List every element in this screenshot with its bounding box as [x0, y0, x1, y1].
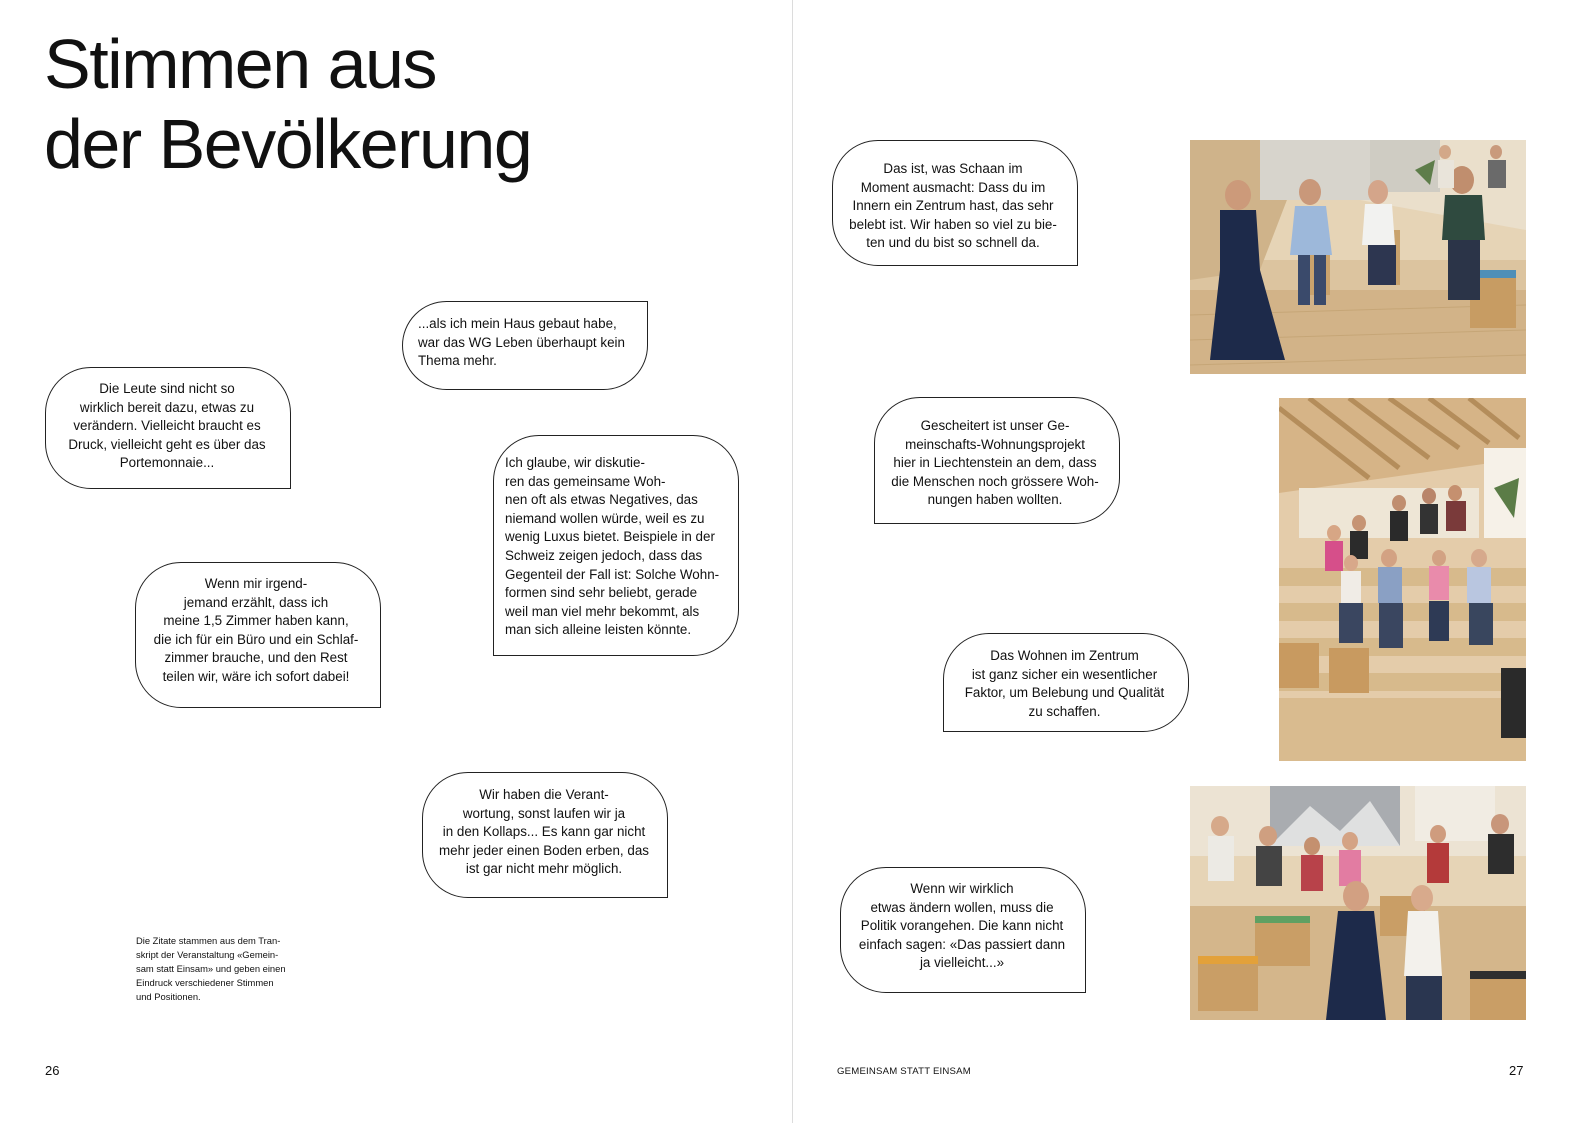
- quote-text: Die Leute sind nicht so wirklich bereit dazu, etwas zu verändern. Vielleicht braucht es Druck, vielleicht geht es über das Portemonnaie...: [68, 381, 266, 471]
- running-title: GEMEINSAM STATT EINSAM: [837, 1066, 971, 1077]
- quote-bubble-haus: [402, 301, 648, 390]
- photo-audience-crates: [1190, 786, 1526, 1020]
- title-line-2: der Bevölkerung: [44, 105, 532, 183]
- quote-bubble-diskutieren: [493, 435, 739, 656]
- quote-text: Wenn mir irgend- jemand erzählt, dass ich meine 1,5 Zimmer haben kann, die ich für ein Büro und ein Schlaf- zimmer brauche, und den Rest teilen wir, wäre ich sofort dabei!: [153, 576, 359, 684]
- quote-text: Das ist, was Schaan im Moment ausmacht: Dass du im Innern ein Zentrum hast, das sehr belebt ist. Wir haben so viel zu bie- ten und du bist so schnell da.: [849, 161, 1057, 251]
- quote-text: Wir haben die Verant- wortung, sonst laufen wir ja in den Kollaps... Es kann gar nicht mehr jeder einen Boden erben, das ist gar nicht mehr möglich.: [439, 787, 649, 877]
- footnote: Die Zitate stammen aus dem Tran- skript der Veranstaltung «Gemein- sam statt Einsam» und geben einen Eindruck verschiedener Stimmen und Positionen.: [136, 935, 286, 1002]
- quote-bubble-politik: [840, 867, 1086, 993]
- page-gutter: [792, 0, 793, 1123]
- quote-bubble-zentrum: [943, 633, 1189, 732]
- quote-text: ...als ich mein Haus gebaut habe, war das WG Leben überhaupt kein Thema mehr.: [418, 316, 625, 369]
- quote-bubble-zimmer: [135, 562, 381, 708]
- quote-text: Das Wohnen im Zentrum ist ganz sicher ein wesentlicher Faktor, um Belebung und Qualität zu schaffen.: [964, 648, 1165, 719]
- quote-bubble-gescheitert: [874, 397, 1120, 524]
- page-title: [44, 24, 531, 184]
- photo-audience-stairs: [1279, 398, 1526, 761]
- quote-bubble-verantwortung: [422, 772, 668, 898]
- quote-text: Wenn wir wirklich etwas ändern wollen, muss die Politik vorangehen. Die kann nicht einfach sagen: «Das passiert dann ja vielleicht...»: [858, 881, 1066, 971]
- page-number-right: 27: [1509, 1063, 1524, 1078]
- page-number-left: 26: [45, 1063, 60, 1078]
- quote-text: Gescheitert ist unser Ge- meinschafts-Wohnungsprojekt hier in Liechtenstein an dem, dass die Menschen noch grössere Woh- nungen haben wollten.: [891, 418, 1099, 508]
- quote-bubble-schaan: [832, 140, 1078, 266]
- photo-panel-discussion: [1190, 140, 1526, 374]
- title-line-1: Stimmen aus: [44, 25, 436, 103]
- quote-bubble-leute: [45, 367, 291, 489]
- quote-text: Ich glaube, wir diskutie- ren das gemeinsame Woh- nen oft als etwas Negatives, das niemand wollen würde, weil es zu wenig Luxus bietet. Beispiele in der Schweiz zeigen jedoch, dass das Gegenteil der Fall ist: Solche Wohn- formen sind sehr beliebt, gerade weil man viel mehr bekommt, als man sich alleine leisten könnte.: [505, 455, 720, 638]
